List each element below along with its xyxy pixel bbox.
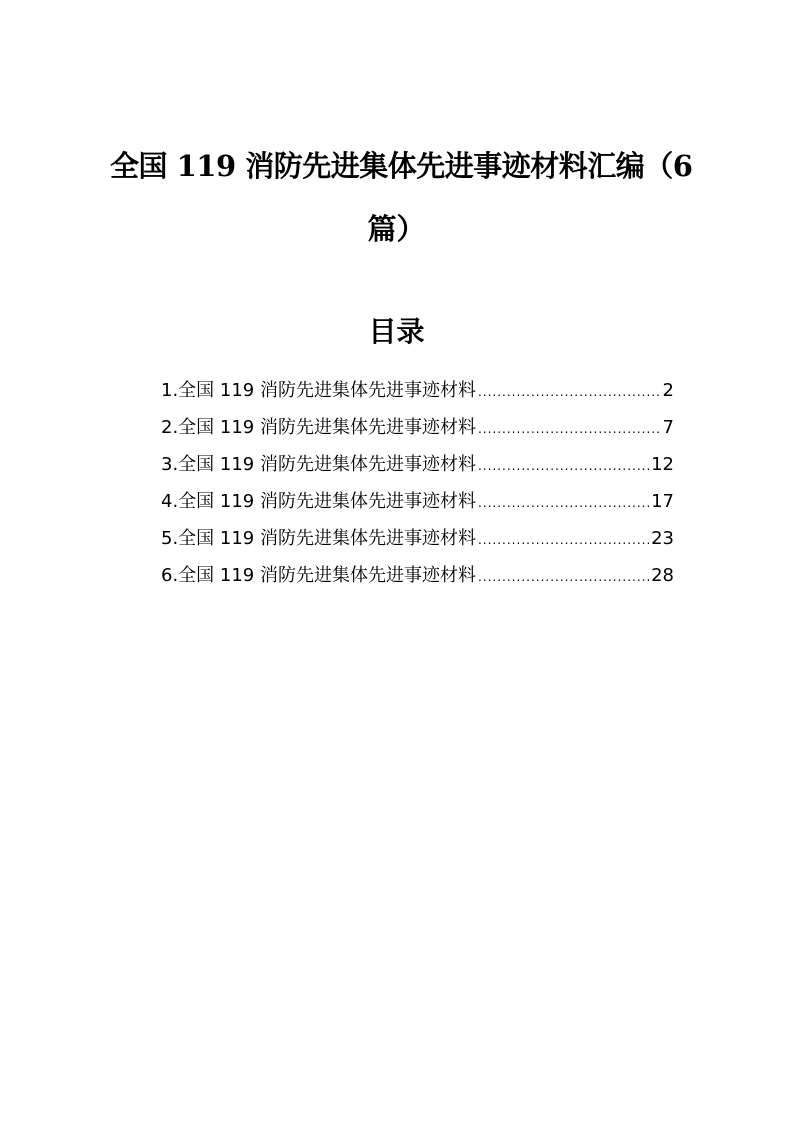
- toc-entry-label: 4.全国 119 消防先进集体先进事迹材料: [161, 491, 476, 512]
- toc-entry[interactable]: [161, 557, 674, 594]
- toc-entry-page: 2: [662, 380, 674, 401]
- toc-entry[interactable]: [161, 520, 674, 557]
- toc-dot-leader: [478, 411, 661, 448]
- toc-entry[interactable]: [161, 446, 674, 483]
- toc-dot-leader: [478, 448, 649, 485]
- document-title-line-2: 篇）: [367, 212, 426, 246]
- toc-entry[interactable]: [161, 372, 674, 409]
- toc-entry-label: 1.全国 119 消防先进集体先进事迹材料: [161, 380, 476, 401]
- toc-entry-page: 12: [651, 454, 674, 475]
- toc-dot-leader: [478, 485, 649, 522]
- toc-entry[interactable]: [161, 483, 674, 520]
- toc-heading: 目录: [368, 315, 425, 348]
- toc-entry-page: 7: [662, 417, 674, 438]
- toc-entry-page: 23: [651, 528, 674, 549]
- toc-entry-label: 3.全国 119 消防先进集体先进事迹材料: [161, 454, 476, 475]
- toc-dot-leader: [478, 374, 661, 411]
- toc-entry[interactable]: [161, 409, 674, 446]
- toc-entry-page: 17: [651, 491, 674, 512]
- toc-entry-page: 28: [651, 565, 674, 586]
- document-title-line-1: 全国 119 消防先进集体先进事迹材料汇编（6: [110, 149, 693, 183]
- table-of-contents: [161, 372, 674, 594]
- toc-dot-leader: [478, 559, 649, 596]
- toc-entry-label: 6.全国 119 消防先进集体先进事迹材料: [161, 565, 476, 586]
- toc-entry-label: 2.全国 119 消防先进集体先进事迹材料: [161, 417, 476, 438]
- toc-entry-label: 5.全国 119 消防先进集体先进事迹材料: [161, 528, 476, 549]
- toc-dot-leader: [478, 522, 649, 559]
